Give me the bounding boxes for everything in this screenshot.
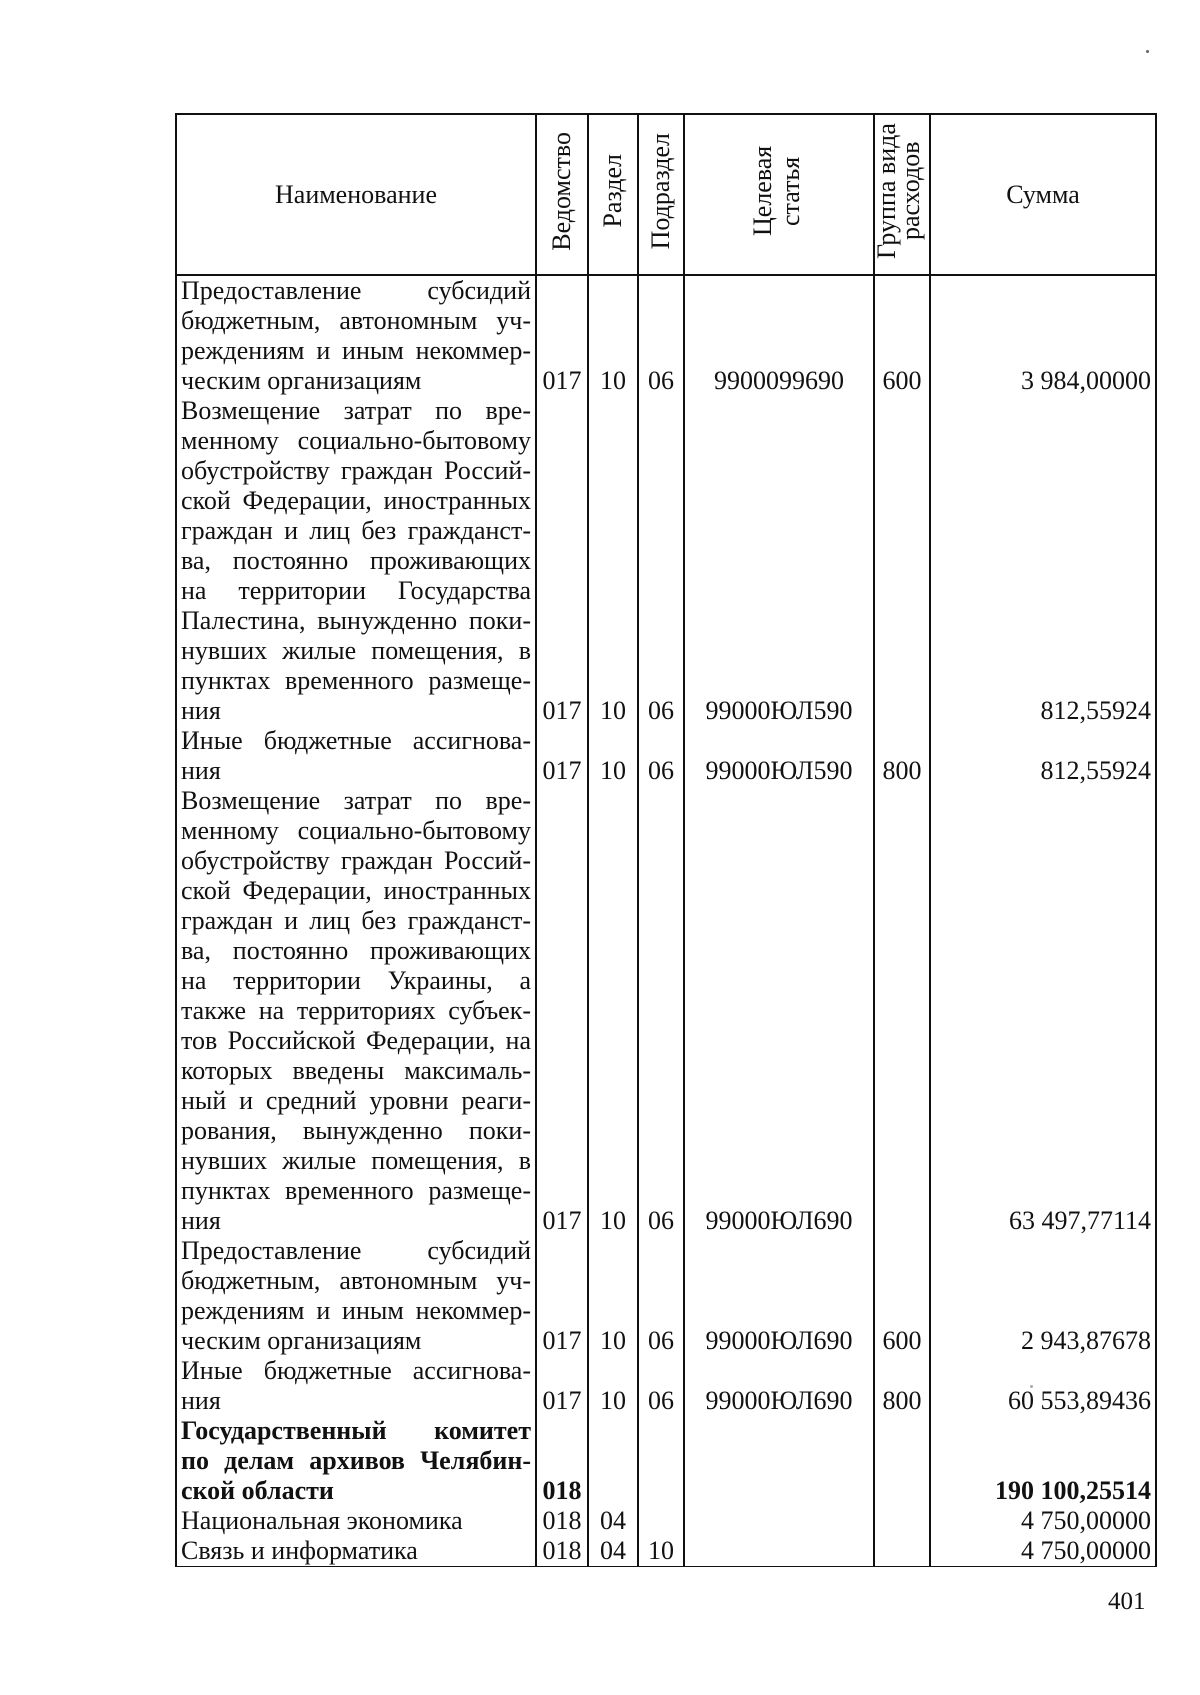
row-name	[176, 1416, 536, 1506]
row-target-article	[684, 1506, 874, 1536]
header-expense-group: Группа вида расходов	[874, 114, 930, 275]
row-name-line: реждениям и иным некоммер-	[181, 1296, 531, 1325]
row-name-line: ва, постоянно проживающих	[181, 546, 531, 575]
row-name	[176, 396, 536, 726]
row-dept: 018	[536, 1506, 588, 1536]
row-name-line: Иные бюджетные ассигнова-	[181, 1356, 531, 1385]
row-name-line: ния	[181, 756, 221, 785]
row-expense-group	[874, 1536, 930, 1567]
row-name-line: Палестина, вынужденно поки-	[181, 606, 531, 635]
table-row	[176, 1506, 1156, 1536]
header-row	[176, 114, 1156, 275]
row-dept: 017	[536, 275, 588, 396]
row-subsection	[638, 1506, 684, 1536]
table-row	[176, 275, 1156, 396]
row-name-line: которых введены максималь-	[181, 1056, 531, 1085]
header-amount: Сумма	[930, 114, 1156, 275]
row-section	[588, 1416, 638, 1506]
row-expense-group: 600	[874, 275, 930, 396]
row-name	[176, 1356, 536, 1416]
row-expense-group	[874, 1416, 930, 1506]
table-row	[176, 1236, 1156, 1356]
row-amount: 2 943,87678	[930, 1236, 1156, 1356]
row-amount: 190 100,25514	[930, 1416, 1156, 1506]
row-dept: 017	[536, 726, 588, 786]
table-row	[176, 1536, 1156, 1567]
row-dept: 017	[536, 786, 588, 1236]
row-name-line: ва, постоянно проживающих	[181, 936, 531, 965]
row-target-article	[684, 1536, 874, 1567]
header-section: Раздел	[588, 114, 638, 275]
row-name	[176, 1236, 536, 1356]
row-name-line: менному социально-бытовому	[181, 426, 531, 455]
row-subsection: 06	[638, 1356, 684, 1416]
row-expense-group: 800	[874, 726, 930, 786]
row-target-article: 99000ЮЛ590	[684, 726, 874, 786]
row-name	[176, 275, 536, 396]
row-subsection: 06	[638, 275, 684, 396]
row-section: 10	[588, 275, 638, 396]
header-dept: Ведомство	[536, 114, 588, 275]
row-name-line: также на территориях субъек-	[181, 996, 531, 1025]
row-target-article: 99000ЮЛ690	[684, 786, 874, 1236]
row-name-line: реждениям и иным некоммер-	[181, 336, 531, 365]
row-dept: 017	[536, 396, 588, 726]
row-target-article	[684, 1416, 874, 1506]
row-name-line: на территории Государства	[181, 576, 531, 605]
row-dept: 017	[536, 1236, 588, 1356]
row-target-article: 99000ЮЛ690	[684, 1356, 874, 1416]
row-expense-group	[874, 786, 930, 1236]
row-name-line: ния	[181, 1206, 221, 1235]
row-name	[176, 726, 536, 786]
row-amount: 812,55924	[930, 726, 1156, 786]
row-section: 10	[588, 1356, 638, 1416]
row-section: 10	[588, 396, 638, 726]
row-name-line: пунктах временного размеще-	[181, 666, 531, 695]
row-target-article: 99000ЮЛ590	[684, 396, 874, 726]
page-number: 401	[1108, 1588, 1146, 1615]
row-name-line: ской области	[181, 1476, 334, 1505]
row-amount: 3 984,00000	[930, 275, 1156, 396]
row-name	[176, 786, 536, 1236]
row-amount: 63 497,77114	[930, 786, 1156, 1236]
table-row	[176, 396, 1156, 726]
row-subsection: 06	[638, 726, 684, 786]
row-name-line: Государственный комитет	[181, 1416, 531, 1445]
row-section: 04	[588, 1506, 638, 1536]
row-subsection: 10	[638, 1536, 684, 1567]
row-name-line: граждан и лиц без гражданст-	[181, 516, 531, 545]
table-row	[176, 1416, 1156, 1506]
row-name-line: ческим организациям	[181, 1326, 422, 1355]
table-row	[176, 786, 1156, 1236]
scan-speck	[1146, 50, 1149, 53]
table-row	[176, 1356, 1156, 1416]
row-expense-group	[874, 396, 930, 726]
header-name: Наименование	[176, 114, 536, 275]
row-name-line: ния	[181, 1386, 221, 1415]
budget-table	[175, 113, 1157, 1567]
row-name-line: нувших жилые помещения, в	[181, 636, 531, 665]
row-name-line: Возмещение затрат по вре-	[181, 786, 531, 815]
row-name-line: на территории Украины, а	[181, 966, 531, 995]
row-name-line: ской Федерации, иностранных	[181, 486, 531, 515]
row-name-line: ческим организациям	[181, 366, 422, 395]
row-name	[176, 1536, 536, 1567]
row-name-line: граждан и лиц без гражданст-	[181, 906, 531, 935]
row-name-line: тов Российской Федерации, на	[181, 1026, 531, 1055]
row-target-article: 9900099690	[684, 275, 874, 396]
row-name-line: Национальная экономика	[181, 1506, 463, 1535]
row-name-line: Иные бюджетные ассигнова-	[181, 726, 531, 755]
table-row	[176, 726, 1156, 786]
row-amount: 60 553,89436	[930, 1356, 1156, 1416]
row-subsection	[638, 1416, 684, 1506]
row-section: 10	[588, 786, 638, 1236]
row-name-line: нувших жилые помещения, в	[181, 1146, 531, 1175]
row-name-line: Возмещение затрат по вре-	[181, 396, 531, 425]
row-name-line: по делам архивов Челябин-	[181, 1446, 531, 1475]
row-expense-group: 800	[874, 1356, 930, 1416]
row-expense-group	[874, 1506, 930, 1536]
row-name-line: менному социально-бытовому	[181, 816, 531, 845]
row-name-line: пунктах временного размеще-	[181, 1176, 531, 1205]
row-section: 04	[588, 1536, 638, 1567]
row-amount: 4 750,00000	[930, 1536, 1156, 1567]
row-amount: 812,55924	[930, 396, 1156, 726]
row-name-line: обустройству граждан Россий-	[181, 846, 531, 875]
row-name-line: Предоставление субсидий	[181, 276, 531, 305]
row-subsection: 06	[638, 396, 684, 726]
row-name-line: ный и средний уровни реаги-	[181, 1086, 531, 1115]
row-name-line: бюджетным, автономным уч-	[181, 306, 531, 335]
header-subsection: Подраздел	[638, 114, 684, 275]
row-name-line: рования, вынужденно поки-	[181, 1116, 531, 1145]
row-target-article: 99000ЮЛ690	[684, 1236, 874, 1356]
row-subsection: 06	[638, 1236, 684, 1356]
row-name-line: ской Федерации, иностранных	[181, 876, 531, 905]
row-name-line: Связь и информатика	[181, 1536, 418, 1565]
row-dept: 017	[536, 1356, 588, 1416]
row-name	[176, 1506, 536, 1536]
row-dept: 018	[536, 1536, 588, 1567]
row-name-line: Предоставление субсидий	[181, 1236, 531, 1265]
row-expense-group: 600	[874, 1236, 930, 1356]
row-name-line: обустройству граждан Россий-	[181, 456, 531, 485]
row-name-line: ния	[181, 696, 221, 725]
row-subsection: 06	[638, 786, 684, 1236]
row-dept: 018	[536, 1416, 588, 1506]
header-target-article: Целевая статья	[684, 114, 874, 275]
row-section: 10	[588, 1236, 638, 1356]
row-amount: 4 750,00000	[930, 1506, 1156, 1536]
row-name-line: бюджетным, автономным уч-	[181, 1266, 531, 1295]
row-section: 10	[588, 726, 638, 786]
